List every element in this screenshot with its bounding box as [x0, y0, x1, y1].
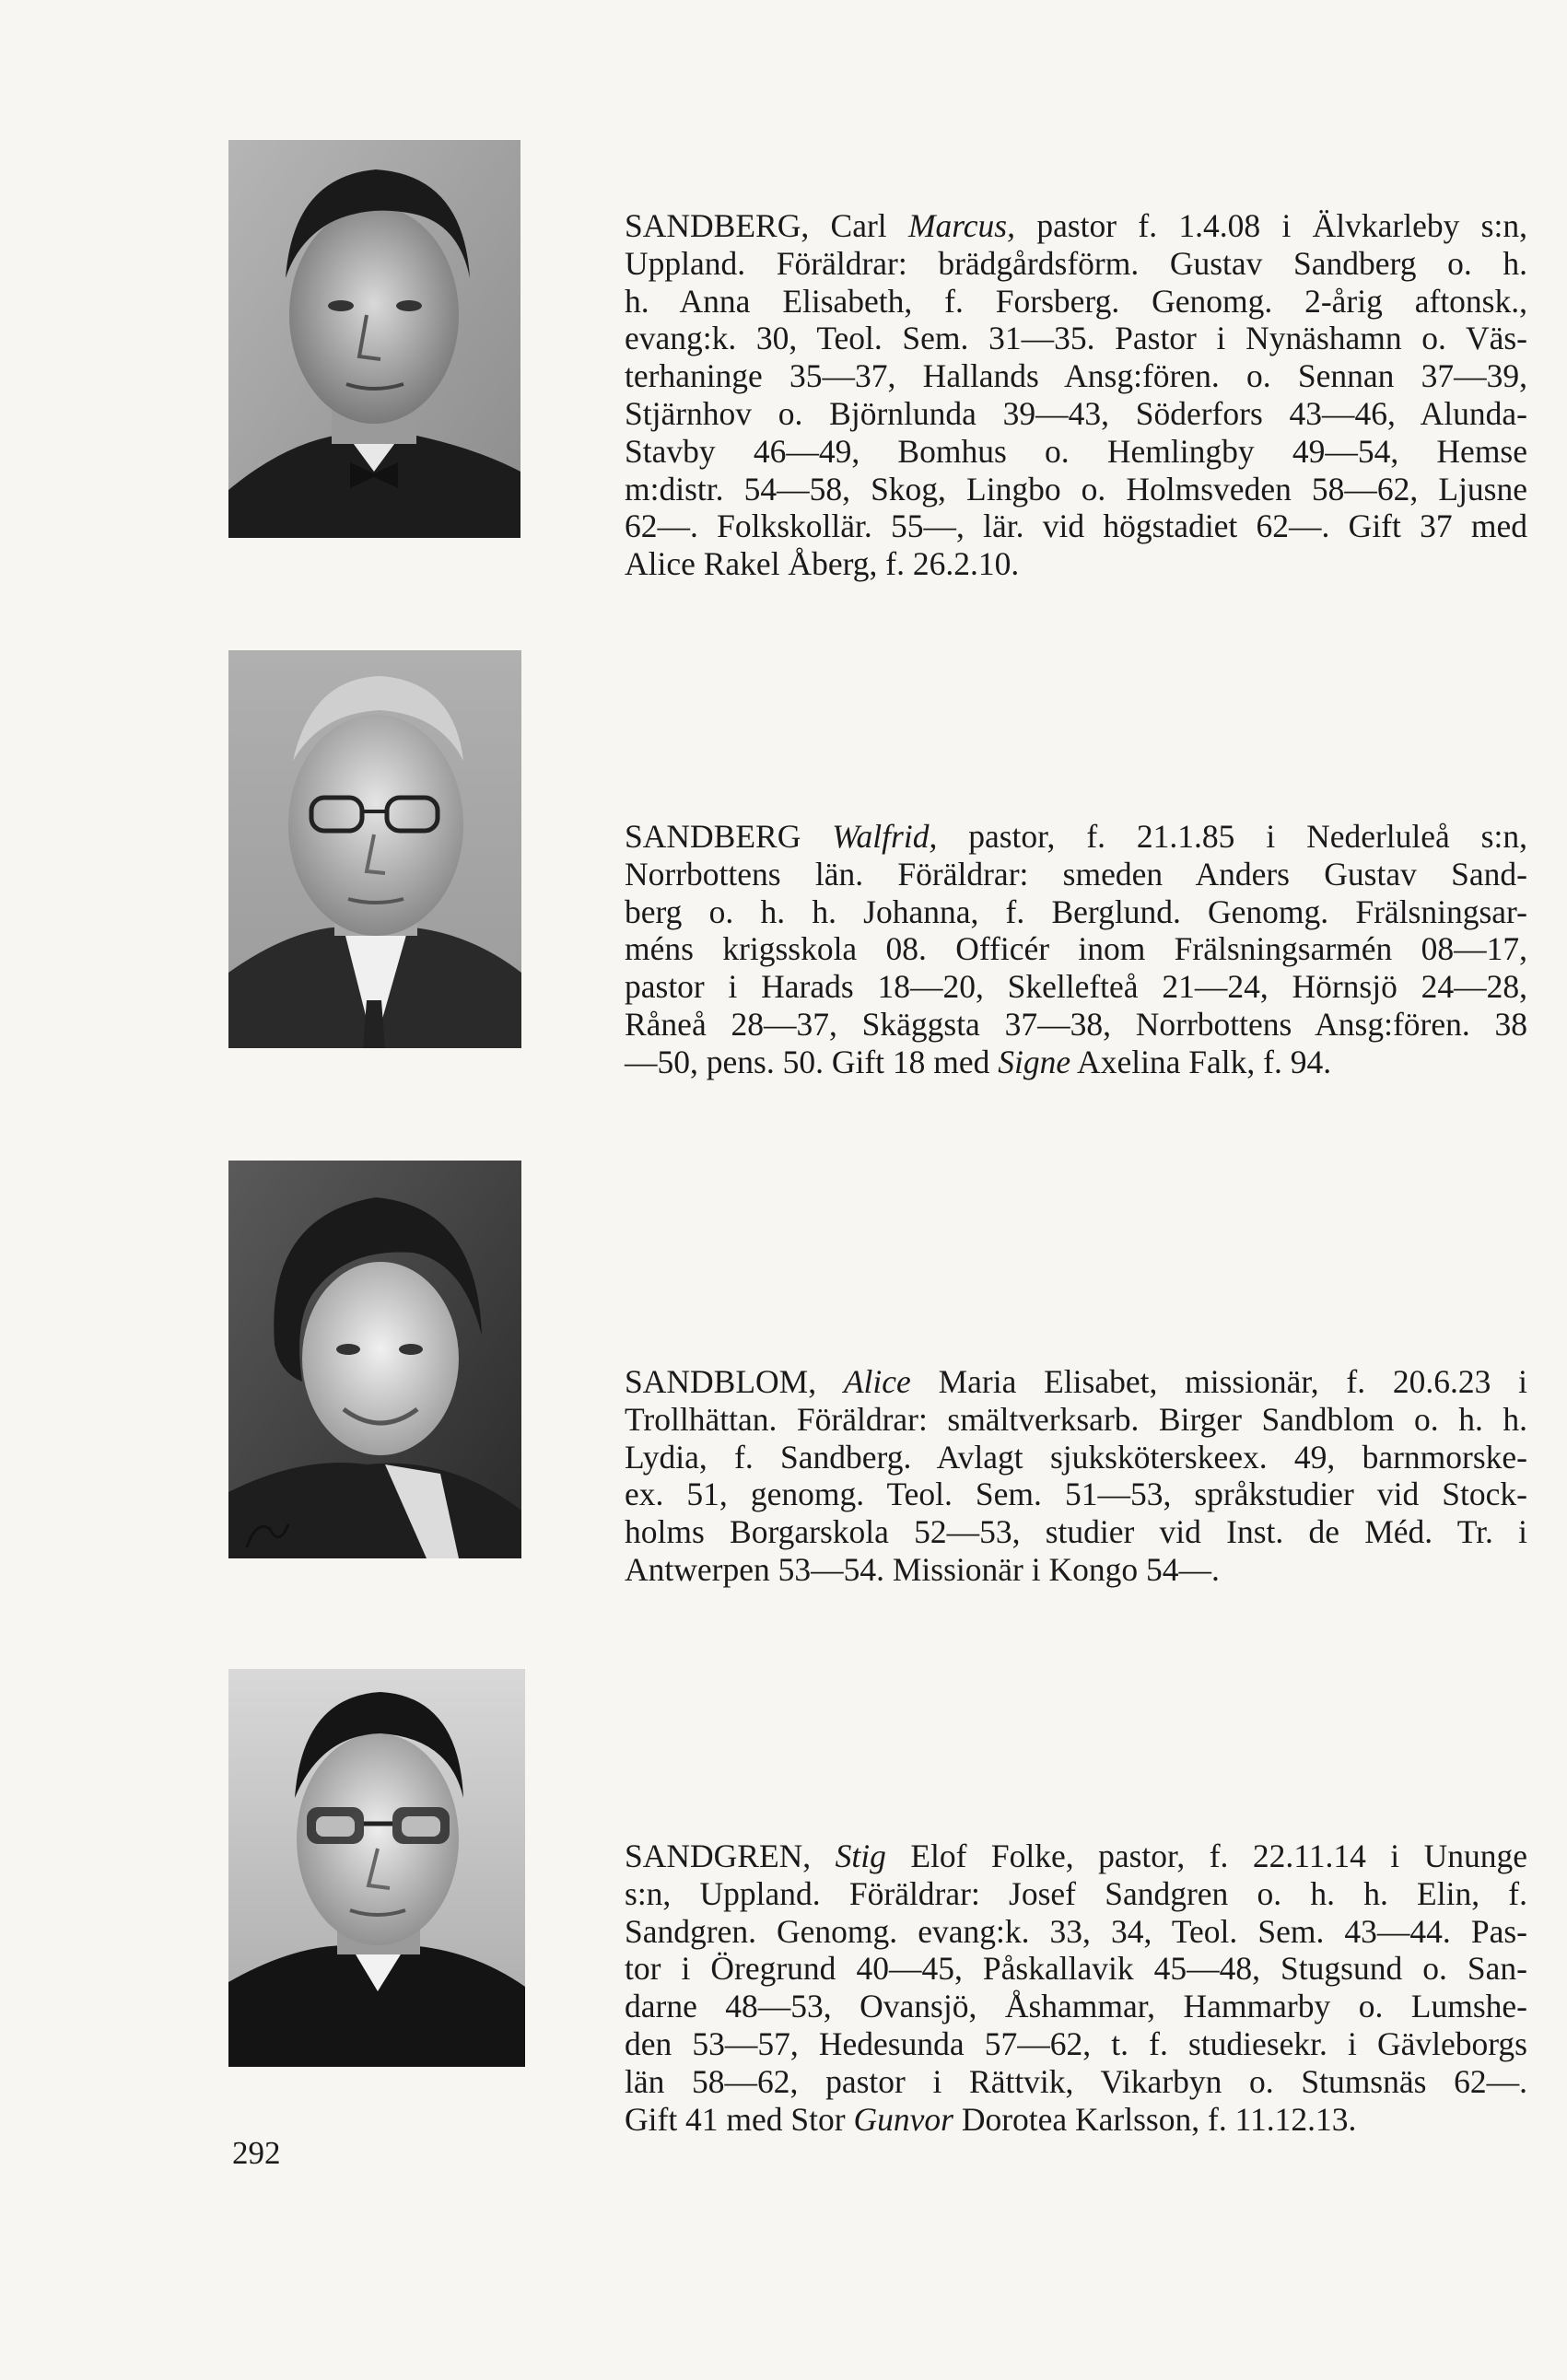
text-line: evang:k. 30, Teol. Sem. 31—35. Pastor i Nynäshamn o. Väs-	[625, 320, 1527, 357]
biography-entry-1	[625, 207, 1527, 583]
biography-text	[625, 818, 1527, 1081]
text-line: Stjärnhov o. Björnlunda 39—43, Söderfors 43—46, Alunda-	[625, 394, 1527, 432]
italic-name: Signe	[998, 1043, 1071, 1080]
text-line: m:distr. 54—58, Skog, Lingbo o. Holmsveden 58—62, Ljusne	[625, 470, 1527, 508]
text-line: holms Borgarskola 52—53, studier vid Inst. de Méd. Tr. i	[625, 1513, 1527, 1551]
text-line: —50, pens. 50. Gift 18 med Signe Axelina Falk, f. 94.	[625, 1043, 1332, 1080]
text-line: SANDBLOM, Alice Maria Elisabet, missionär, f. 20.6.23 i	[625, 1363, 1527, 1400]
text-line: tor i Öregrund 40—45, Påskallavik 45—48, Stugsund o. San-	[625, 1950, 1527, 1988]
text-line: Stavby 46—49, Bomhus o. Hemlingby 49—54, Hemse	[625, 432, 1527, 470]
text-line: SANDBERG, Carl Marcus, pastor f. 1.4.08 i Älvkarleby s:n,	[625, 207, 1527, 244]
biography-text	[625, 1363, 1527, 1589]
biography-text	[625, 1838, 1527, 2138]
page-number: 292	[232, 2135, 281, 2171]
portrait-photo-man-clerical-collar	[228, 1669, 525, 2067]
text-line: Trollhättan. Föräldrar: smältverksarb. Birger Sandblom o. h. h.	[625, 1400, 1527, 1438]
text-line: Lydia, f. Sandberg. Avlagt sjuksköterskeex. 49, barnmorske-	[625, 1438, 1527, 1476]
portrait-photo-man-glasses	[228, 650, 521, 1048]
text-line: 62—. Folkskollär. 55—, lär. vid högstadiet 62—. Gift 37 med	[625, 508, 1527, 545]
text-line: den 53—57, Hedesunda 57—62, t. f. studiesekr. i Gävleborgs	[625, 2024, 1527, 2062]
text-line: län 58—62, pastor i Rättvik, Vikarbyn o. Stumsnäs 62—.	[625, 2062, 1527, 2100]
portrait-photo-1	[228, 140, 520, 538]
biography-entry-3	[625, 1363, 1527, 1589]
text-line: méns krigsskola 08. Officér inom Frälsningsarmén 08—17,	[625, 930, 1527, 968]
portrait-photo-man-bow-tie	[228, 140, 520, 538]
text-line: pastor i Harads 18—20, Skellefteå 21—24, Hörnsjö 24—28,	[625, 968, 1527, 1006]
italic-name: Alice	[843, 1363, 911, 1400]
text-line: Gift 41 med Stor Gunvor Dorotea Karlsson, f. 11.12.13.	[625, 2100, 1357, 2138]
text-line: SANDBERG Walfrid, pastor, f. 21.1.85 i Nederluleå s:n,	[625, 818, 1527, 855]
text-line: berg o. h. h. Johanna, f. Berglund. Genomg. Frälsningsar-	[625, 892, 1527, 930]
portrait-photo-2	[228, 650, 521, 1048]
text-line: Råneå 28—37, Skäggsta 37—38, Norrbottens Ansg:fören. 38	[625, 1005, 1527, 1043]
text-line: Sandgren. Genomg. evang:k. 33, 34, Teol. Sem. 43—44. Pas-	[625, 1912, 1527, 1950]
text-line: s:n, Uppland. Föräldrar: Josef Sandgren o. h. h. Elin, f.	[625, 1874, 1527, 1912]
biography-entry-4	[625, 1838, 1527, 2138]
text-line: Norrbottens län. Föräldrar: smeden Anders Gustav Sand-	[625, 855, 1527, 892]
portrait-photo-4	[228, 1669, 525, 2067]
text-line: Uppland. Föräldrar: brädgårdsförm. Gustav Sandberg o. h.	[625, 244, 1527, 282]
biography-text	[625, 207, 1527, 583]
text-line: Alice Rakel Åberg, f. 26.2.10.	[625, 545, 1020, 583]
italic-name: Stig	[835, 1838, 886, 1874]
biography-entry-2	[625, 818, 1527, 1081]
text-line: SANDGREN, Stig Elof Folke, pastor, f. 22.11.14 i Ununge	[625, 1838, 1527, 1874]
italic-name: Marcus,	[907, 207, 1015, 244]
text-line: terhaninge 35—37, Hallands Ansg:fören. o. Sennan 37—39,	[625, 357, 1527, 395]
text-line: darne 48—53, Ovansjö, Åshammar, Hammarby o. Lumshe-	[625, 1988, 1527, 2025]
text-line: Antwerpen 53—54. Missionär i Kongo 54—.	[625, 1550, 1220, 1588]
text-line: h. Anna Elisabeth, f. Forsberg. Genomg. 2-årig aftonsk.,	[625, 282, 1527, 320]
italic-name: Walfrid,	[832, 818, 938, 855]
portrait-photo-woman	[228, 1161, 521, 1558]
italic-name: Gunvor	[853, 2100, 953, 2138]
portrait-photo-3	[228, 1161, 521, 1558]
text-line: ex. 51, genomg. Teol. Sem. 51—53, språkstudier vid Stock-	[625, 1476, 1527, 1513]
